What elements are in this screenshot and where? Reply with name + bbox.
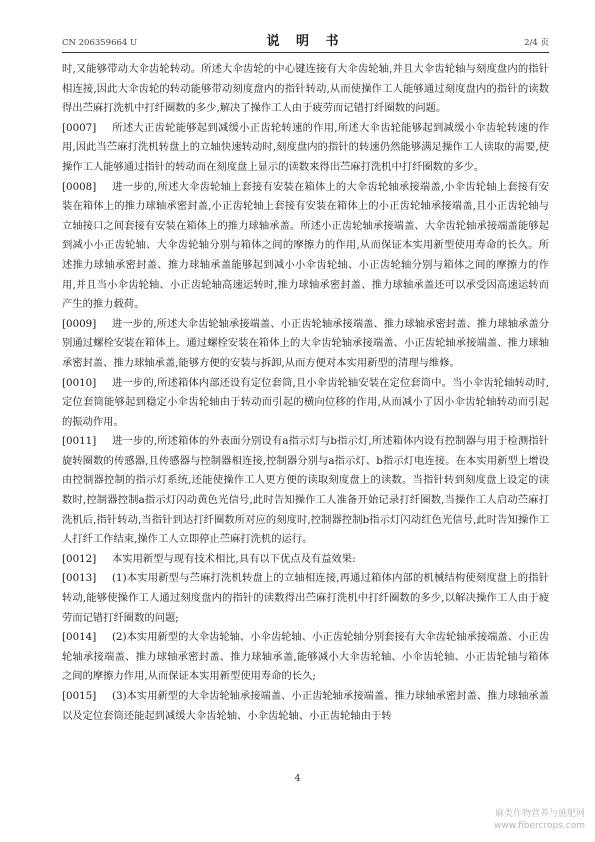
paragraph-0011	[62, 432, 549, 550]
watermark	[435, 808, 585, 832]
paragraph-number: [0010]	[62, 376, 97, 389]
paragraph-number: [0012]	[62, 552, 97, 565]
page-indicator: 2/4 页	[524, 38, 549, 48]
page-header	[62, 30, 549, 53]
paragraph-number: [0014]	[62, 631, 97, 644]
paragraph-0015	[62, 687, 549, 726]
document-body	[62, 60, 549, 765]
paragraph-number: [0015]	[62, 690, 97, 702]
paragraph-number: [0011]	[62, 435, 97, 448]
paragraph-number: [0009]	[62, 317, 97, 330]
paragraph-text: (2)本实用新型的大伞齿轮轴、小伞齿轮轴、小正齿轮轴分别套接有大伞齿轮轴承接端盖、小正齿轮轴承接端盖、推力球轴承密封盖、推力球轴承盖,能够减小大伞齿轮轴、小伞齿轮轴、小正齿轮轴与箱体之间的摩擦力作用,从而保证本实用新型使用寿命的长久;	[62, 631, 549, 683]
watermark-line-1: 麻类作物营养与施肥网	[494, 809, 585, 819]
continued-paragraph: 时,又能够带动大伞齿轮转动。所述大伞齿轮的中心键连接有大伞齿轮轴,并且大伞齿轮轴与刻度盘内的指针相连接,因此大伞齿轮的转动能够带动刻度盘内的指针转动,从而使操作工人能够通过刻度盘内的指针的读数得出苎麻打洗机中打纤圈数的多少,解决了操作工人由于疲劳而记错打纤圈数的问题。	[62, 63, 549, 115]
paragraph-0007	[62, 119, 549, 178]
publication-number: CN 206359664 U	[62, 38, 138, 48]
paragraph-0009	[62, 315, 549, 374]
paragraph-0014	[62, 628, 549, 687]
paragraph-0008	[62, 178, 549, 315]
paragraph-number: [0013]	[62, 572, 97, 585]
paragraph-text: 进一步的,所述箱体内部还设有定位套筒,且小伞齿轮轴安装在定位套筒中。当小伞齿轮轴转动时,定位套筒能够起到稳定小伞齿轮轴由于转动而引起的横向位移的作用,从而减小了因小伞齿轮轴转动而引起的振动作用。	[62, 376, 549, 428]
page-number: 4	[294, 773, 301, 784]
document-title: 说 明 书	[266, 34, 345, 49]
paragraph-text: 所述大正齿轮能够起到减缓小正齿轮转速的作用,所述大伞齿轮能够起到减缓小伞齿轮转速的作用,因此当苎麻打洗机转盘上的立轴快速转动时,刻度盘内的指针的转速仍然能够满足操作工人读取的需要,使操作工人能够通过指针的转动而在刻度盘上显示的读数来得出苎麻打洗机中打纤圈数的多少。	[62, 121, 549, 173]
paragraph-text: 本实用新型与现有技术相比,具有以下优点及有益效果:	[112, 552, 356, 565]
paragraph-0010	[62, 374, 549, 433]
paragraph-text: (3)本实用新型的大伞齿轮轴承接端盖、小正齿轮轴承接端盖、推力球轴承密封盖、推力球轴承盖以及定位套筒还能起到减缓大伞齿轮轴、小伞齿轮轴、小正齿轮轴由于转	[62, 690, 549, 722]
paragraph-number: [0008]	[62, 180, 97, 193]
paragraph-text: 进一步的,所述箱体的外表面分别设有a指示灯与b指示灯,所述箱体内设有控制器与用于检测指针旋转圈数的传感器,且传感器与控制器相连接,控制器分别与a指示灯、b指示灯电连接。在本实用新型上增设由控制器控制的指示灯系统,还能使操作工人更方便的读取刻度盘上的读数。当指针转到刻度盘上设定的读数时,控制器控制a指示灯闪动黄色光信号,此时告知操作工人准备开始记录打纤圈数,当操作工人启动苎麻打洗机后,指针转动,当指针到达打纤圈数所对应的刻度时,控制器控制b指示灯闪动红色光信号,此时告知操作工人打纤工作结束,操作工人立即停止苎麻打洗机的运行。	[62, 435, 549, 546]
paragraph-0013	[62, 569, 549, 628]
paragraph-text: 进一步的,所述大伞齿轮轴承接端盖、小正齿轮轴承接端盖、推力球轴承密封盖、推力球轴承盖分别通过螺栓安装在箱体上。通过螺栓安装在箱体上的大伞齿轮轴承接端盖、小正齿轮轴承接端盖、推力球轴承密封盖、推力球轴承盖,能够方便的安装与拆卸,从而方便对本实用新型的清理与维修。	[62, 317, 549, 369]
watermark-line-2: www.fibercrops.com	[494, 821, 585, 831]
paragraph-text: (1)本实用新型与苎麻打洗机转盘上的立轴相连接,再通过箱体内部的机械结构使刻度盘上的指针转动,能够使操作工人通过刻度盘内的指针的读数得出苎麻打洗机中打纤圈数的多少,以解决操作工人由于疲劳而记错打纤圈数的问题;	[62, 572, 549, 624]
paragraph-number: [0007]	[62, 121, 97, 134]
paragraph-text: 进一步的,所述大伞齿轮轴上套接有安装在箱体上的大伞齿轮轴承接端盖,小伞齿轮轴上套接有安装在箱体上的推力球轴承密封盖,小正齿轮轴上套接有安装在箱体上的小正齿轮轴承接端盖,且小正齿轮轴与立轴接口之间套接有安装在箱体上的推力球轴承盖。所述小正齿轮轴承接端盖、大伞齿轮轴承接端盖能够起到减小小正齿轮轴、大伞齿轮轴分别与箱体之间的摩擦力的作用,从而保证本实用新型使用寿命的长久。所述推力球轴承密封盖、推力球轴承盖能够起到减小小伞齿轮轴、小正齿轮轴分别与箱体之间的摩擦力的作用,并且当小伞齿轮轴、小正齿轮轴高速运转时,推力球轴承密封盖、推力球轴承盖还可以承受因高速运转而产生的推力载荷。	[62, 180, 549, 311]
paragraph-0012	[62, 550, 549, 570]
